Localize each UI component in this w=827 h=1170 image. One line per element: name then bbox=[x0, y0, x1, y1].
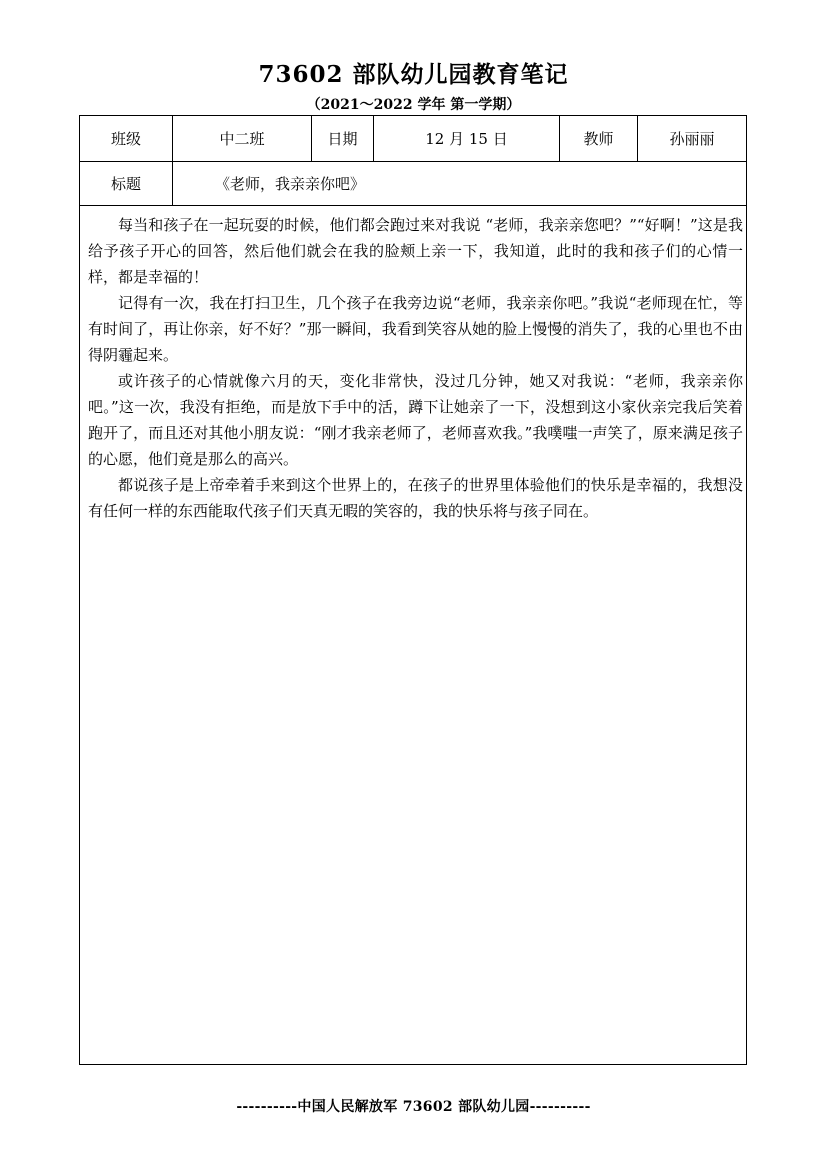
paragraph: 都说孩子是上帝牵着手来到这个世界上的，在孩子的世界里体验他们的快乐是幸福的，我想没有任何一样的东西能取代孩子们天真无暇的笑容的，我的快乐将与孩子同在。 bbox=[88, 476, 743, 520]
topic-label: 标题 bbox=[80, 161, 173, 205]
topic-row bbox=[80, 161, 746, 206]
paragraph: 记得有一次，我在打扫卫生，几个孩子在我旁边说“老师，我亲亲你吧。”我说“老师现在忙，等有时间了，再让你亲，好不好？”那一瞬间，我看到笑容从她的脸上慢慢的消失了，我的心里也不由得阴霾起来。 bbox=[88, 294, 743, 364]
teacher-label: 教师 bbox=[560, 116, 638, 161]
document-title: 73602 部队幼儿园教育笔记 bbox=[258, 61, 569, 88]
class-label: 班级 bbox=[80, 116, 173, 161]
semester-subtitle: （2021～2022 学年 第一学期） bbox=[306, 97, 521, 113]
footer-organization: ----------中国人民解放军 73602 部队幼儿园---------- bbox=[236, 1099, 591, 1115]
notes-body bbox=[88, 212, 743, 524]
date-label: 日期 bbox=[312, 116, 374, 161]
teacher-value: 孙丽丽 bbox=[669, 130, 715, 148]
topic-value: 《老师，我亲亲你吧》 bbox=[215, 174, 366, 193]
info-row bbox=[80, 116, 746, 162]
class-value: 中二班 bbox=[173, 116, 312, 161]
date-value: 12 月 15 日 bbox=[374, 116, 560, 161]
notes-table bbox=[79, 115, 747, 1065]
paragraph: 或许孩子的心情就像六月的天，变化非常快，没过几分钟，她又对我说：“老师，我亲亲你吧。”这一次，我没有拒绝，而是放下手中的活，蹲下让她亲了一下，没想到这小家伙亲完我后笑着跑开了，而且还对其他小朋友说：“刚才我亲老师了，老师喜欢我。”我噗嗤一声笑了，原来满足孩子的心愿，他们竟是那么的高兴。 bbox=[88, 372, 743, 468]
paragraph: 每当和孩子在一起玩耍的时候，他们都会跑过来对我说 “老师，我亲亲您吧？”“好啊！”这是我给予孩子开心的回答，然后他们就会在我的脸颊上亲一下，我知道，此时的我和孩子们的心情一样，都是幸福的！ bbox=[88, 216, 743, 286]
